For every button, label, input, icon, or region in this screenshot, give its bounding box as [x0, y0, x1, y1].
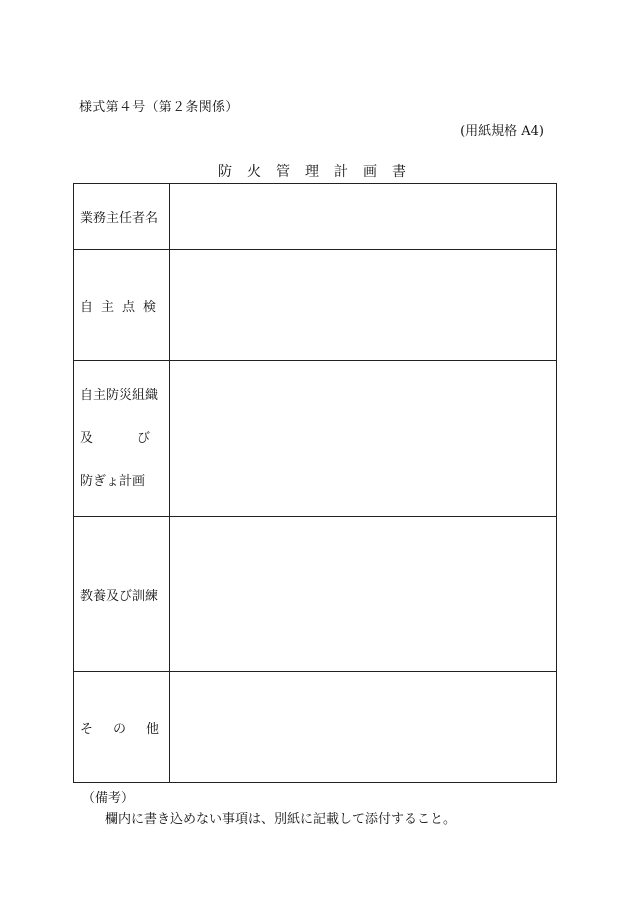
label-manager-name: 業務主任者名	[74, 184, 170, 250]
label-education-training: 教養及び訓練	[74, 517, 170, 672]
field-manager-name[interactable]	[170, 184, 557, 250]
label-other	[74, 672, 180, 783]
label-self-inspection-text	[80, 296, 169, 315]
form-number: 様式第４号（第２条関係）	[79, 100, 239, 115]
document-title: 防火管理計画書	[218, 164, 421, 180]
field-other[interactable]	[170, 672, 557, 783]
label-other-text: その他	[80, 721, 180, 737]
field-self-inspection[interactable]	[170, 250, 557, 361]
row-manager-name	[74, 184, 557, 250]
label-self-inspection	[74, 250, 170, 361]
field-disaster-prevention[interactable]	[170, 361, 557, 517]
row-disaster-prevention	[74, 361, 557, 517]
plan-form-table	[73, 183, 557, 783]
label-line-3: 防ぎょ計画	[80, 474, 146, 489]
row-self-inspection	[74, 250, 557, 361]
label-disaster-prevention	[74, 361, 170, 517]
remarks-text: 欄内に書き込めない事項は、別紙に記載して添付すること。	[105, 812, 457, 827]
paper-size-note: (用紙規格 A4)	[460, 124, 544, 139]
remarks-heading: （備考）	[82, 791, 135, 806]
field-education-training[interactable]	[170, 517, 557, 672]
label-line-1: 自主防災組織	[80, 388, 159, 403]
row-other	[74, 672, 557, 783]
label-line-2: 及 び	[80, 431, 157, 446]
label-self-inspection-chars: 自主点検	[80, 299, 165, 315]
row-education-training	[74, 517, 557, 672]
